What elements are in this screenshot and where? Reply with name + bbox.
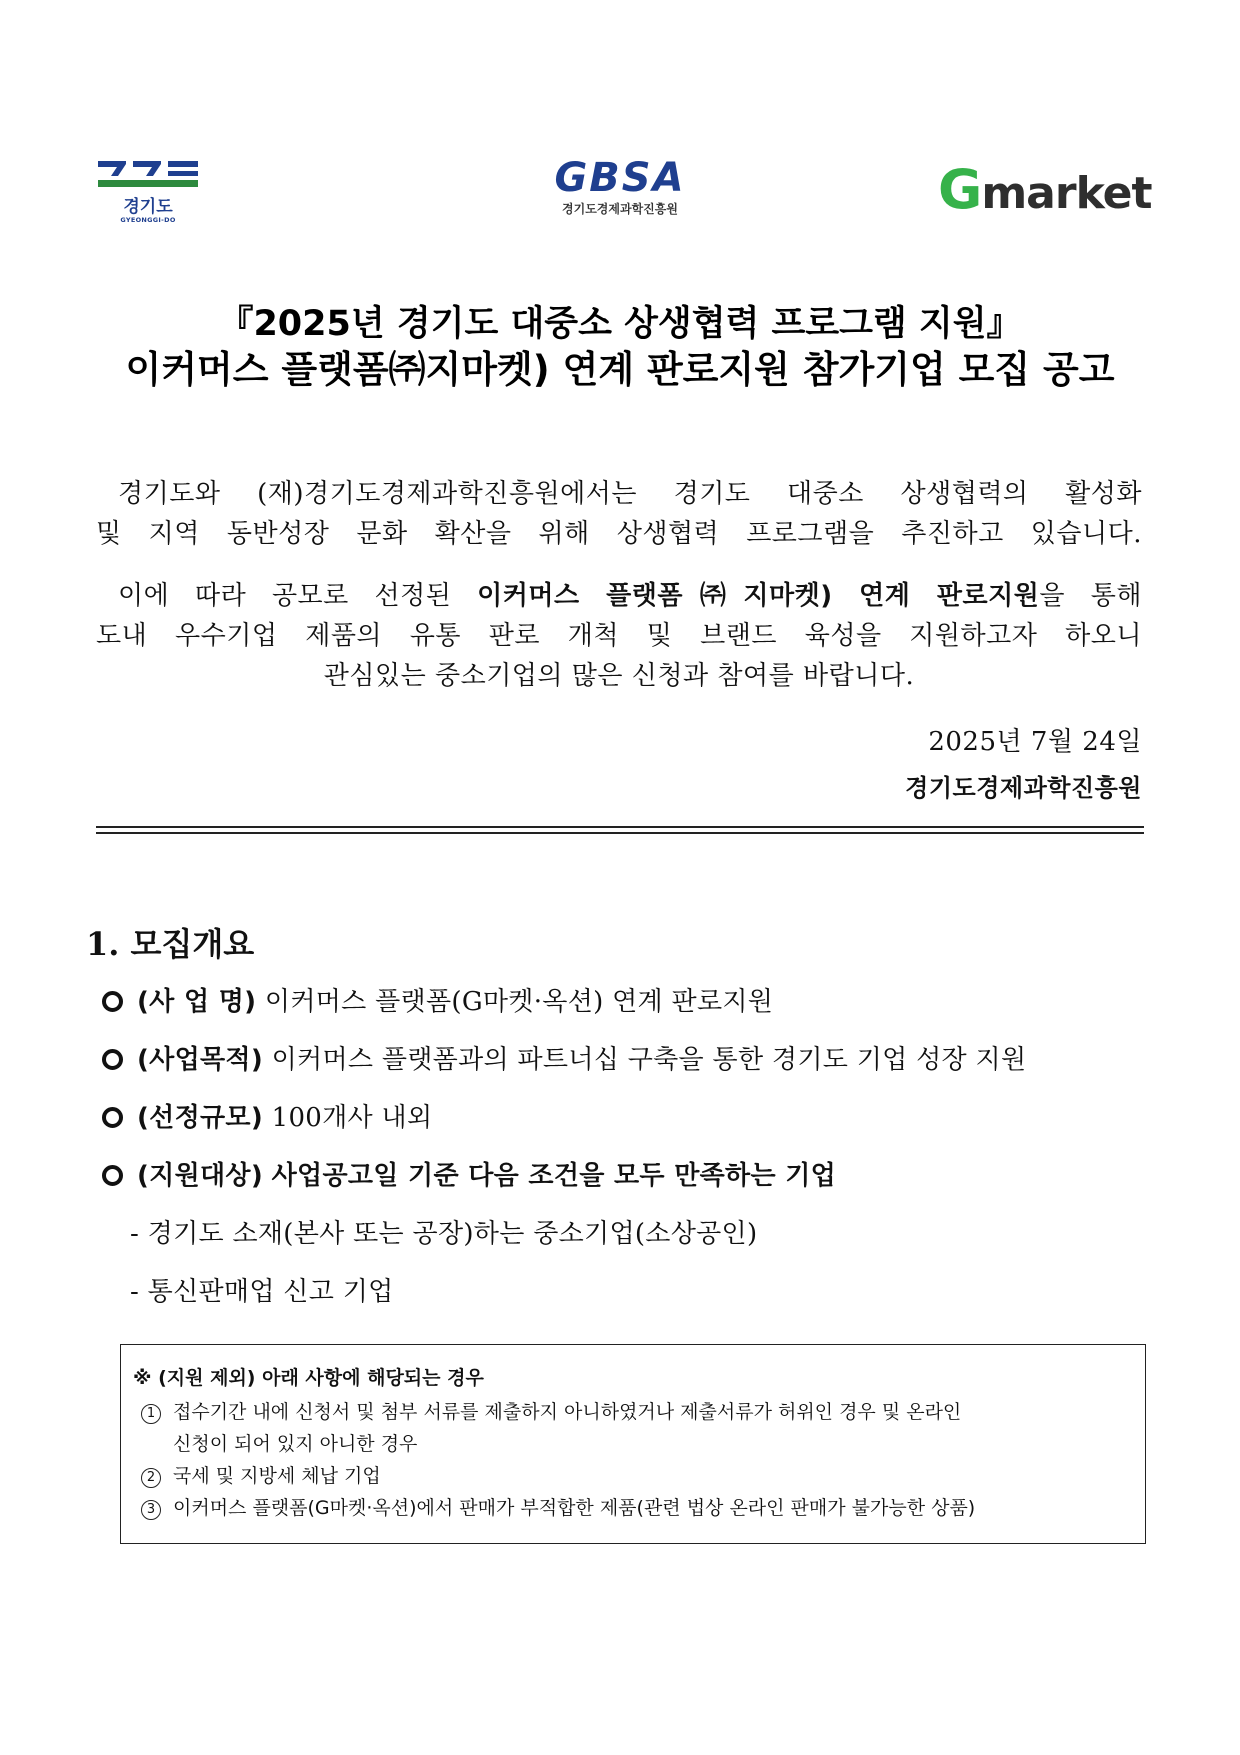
intro-p1-line1: 경기도와 (재)경기도경제과학진흥원에서는 경기도 대중소 상생협력의 활성화 [118,479,1142,509]
bullet-circle-icon [102,991,123,1012]
intro-p2-line3: 관심있는 중소기업의 많은 신청과 참여를 바랍니다. [323,661,915,691]
overview-item-value: 100개사 내외 [271,1103,433,1133]
intro-p1-line2: 및 지역 동반성장 문화 확산을 위해 상생협력 프로그램을 추진하고 있습니다. [96,519,1142,549]
overview-item-label: (지원대상) [137,1161,264,1191]
overview-item [102,1040,1142,1080]
exclusion-item-continuation: 신청이 되어 있지 아니한 경우 [173,1433,418,1455]
overview-item [102,982,1142,1022]
gbsa-logo-word: GBSA [554,155,686,201]
announcement-org-line [96,768,1142,808]
intro-p2-line2: 도내 우수기업 제품의 유통 판로 개척 및 브랜드 육성을 지원하고자 하오니 [96,621,1142,651]
overview-item-label: (사 업 명) [137,987,257,1017]
circled-number-icon: 2 [141,1468,161,1488]
double-rule-bottom [96,832,1144,834]
circled-number-icon: 1 [141,1404,161,1424]
overview-item-value: 사업공고일 기준 다음 조건을 모두 만족하는 기업 [271,1161,837,1191]
gmarket-logo [938,158,1152,221]
eligibility-condition: - 경기도 소재(본사 또는 공장)하는 중소기업(소상공인) [130,1219,758,1249]
exclusion-item-text: 국세 및 지방세 체납 기업 [173,1465,381,1487]
double-rule-top [96,826,1144,828]
gbsa-logo-sub: 경기도경제과학진흥원 [562,202,678,216]
intro-p2-line1-pre: 이에 따라 공모로 선정된 [118,581,478,611]
exclusion-item [141,1461,381,1491]
announcement-org: 경기도경제과학진흥원 [905,774,1142,802]
overview-item [102,1098,1142,1138]
title-line-1: 『2025년 경기도 대중소 상생협력 프로그램 지원』 [218,304,1022,344]
bullet-circle-icon [102,1165,123,1186]
overview-item-label: (사업목적) [137,1045,264,1075]
exclusion-item-text: 이커머스 플랫폼(G마켓·옥션)에서 판매가 부적합한 제품(관련 법상 온라인 판매가 불가능한 상품) [173,1497,976,1519]
overview-item-value: 이커머스 플랫폼(G마켓·옥션) 연계 판로지원 [264,987,774,1017]
gyeonggi-logo-name: 경기도 [123,197,173,217]
gyeonggi-logo [96,158,200,228]
overview-item-value: 이커머스 플랫폼과의 파트너십 구축을 통한 경기도 기업 성장 지원 [271,1045,1027,1075]
intro-highlight: 이커머스 플랫폼㈜지마켓) 연계 판로지원 [477,581,1040,611]
exclusion-item-text: 접수기간 내에 신청서 및 첨부 서류를 제출하지 아니하였거나 제출서류가 허위인 경우 및 온라인 [173,1401,962,1423]
bullet-circle-icon [102,1107,123,1128]
gmarket-logo-g: G [938,158,982,221]
eligibility-condition: - 통신판매업 신고 기업 [130,1277,394,1307]
exclusion-item [141,1397,961,1427]
circled-number-icon: 3 [141,1500,161,1520]
bullet-circle-icon [102,1049,123,1070]
gmarket-logo-word: market [981,168,1152,219]
gyeonggi-logo-sub: GYEONGGI-DO [120,216,176,224]
intro-p2-line1 [96,576,1142,616]
gbsa-logo [540,156,700,228]
announcement-date: 2025년 7월 24일 [928,727,1142,757]
intro-p2-line1-post: 을 통해 [1039,581,1142,611]
gyeonggi-logo-mark-icon [96,158,200,190]
title-line-2: 이커머스 플랫폼㈜지마켓) 연계 판로지원 참가기업 모집 공고 [125,348,1115,391]
exclusion-box [120,1344,1146,1544]
section-title: 1. 모집개요 [86,925,255,963]
overview-item [102,1156,1142,1196]
exclusion-heading: ※ (지원 제외) 아래 사항에 해당되는 경우 [133,1367,484,1389]
exclusion-item [141,1493,975,1523]
overview-item-label: (선정규모) [137,1103,264,1133]
